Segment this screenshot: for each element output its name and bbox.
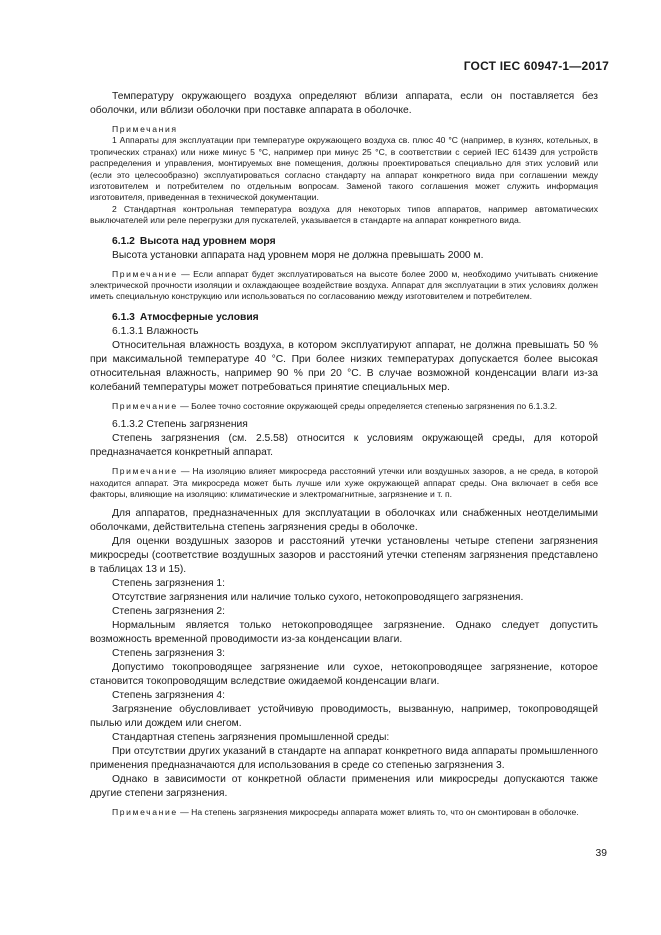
pollution-degree-label: Степень загрязнения 4:	[112, 689, 225, 701]
paragraph: Однако в зависимости от конкретной области применения или микросреды допускаются также другие степени загрязнения.	[90, 773, 598, 799]
page-content	[90, 90, 598, 818]
subsection-heading: 6.1.3.1 Влажность	[112, 325, 199, 337]
page-number: 39	[595, 848, 607, 859]
note-label: Примечание	[112, 806, 178, 817]
note-label: Примечание	[112, 400, 178, 411]
note-label: Примечание	[112, 268, 178, 279]
paragraph: Отсутствие загрязнения или наличие только сухого, нетокопроводящего загрязнения.	[112, 591, 524, 603]
standard-header: ГОСТ IEC 60947-1—2017	[463, 59, 609, 73]
pollution-degree-label: Степень загрязнения 1:	[112, 577, 225, 589]
note-paragraph	[90, 807, 598, 818]
paragraph: Загрязнение обусловливает устойчивую проводимость, вызванную, например, токопроводящей пылью или дождем или снегом.	[90, 703, 598, 729]
paragraph: Допустимо токопроводящее загрязнение или сухое, нетокопроводящее загрязнение, которое становится токопроводящим вследствие ожидаемой конденсации влаги.	[90, 661, 598, 687]
paragraph: Стандартная степень загрязнения промышленной среды:	[112, 731, 390, 743]
section-title: Высота над уровнем моря	[139, 235, 276, 247]
notes-label: Примечания	[112, 124, 178, 134]
note-text: — На степень загрязнения микросреды аппарата может влиять то, что он смонтирован в оболочке.	[180, 806, 579, 817]
section-heading	[90, 311, 598, 325]
pollution-degree-label: Степень загрязнения 3:	[112, 647, 225, 659]
note-paragraph: 1 Аппараты для эксплуатации при температуре окружающего воздуха св. плюс 40 °С (например, в кузнях, котельных, в тропических странах) или ниже минус 5 °С, например при минус 25 °С, в соответствии с серией IEC 61439 для устройств распределения и управления, монтируемых вне помещения, должны проектироваться специально для этих условий или (если это целесообразно) эксплуатироваться согласно стандарту на аппарат конкретного вида при соглашении между изготовителем и потребителем по отдельным вопросам. Заменой такого соглашения может служить информация изготовителя, приведенная в технической документации.	[90, 135, 598, 203]
note-text: — Если аппарат будет эксплуатироваться на высоте более 2000 м, необходимо учитывать снижение электрической прочности изоляции и охлаждающее воздействие воздуха. Аппарат для эксплуатации в этих условиях должен иметь специальную конструкцию или использоваться по согласованию между изготовителем и потребителем.	[90, 268, 599, 302]
note-label: Примечание	[112, 466, 178, 477]
paragraph: Нормальным является только нетокопроводящее загрязнение. Однако следует допустить возможность временной проводимости из-за конденсации влаги.	[90, 619, 598, 645]
note-paragraph	[90, 466, 598, 500]
paragraph: Высота установки аппарата над уровнем моря не должна превышать 2000 м.	[112, 249, 484, 261]
paragraph: При отсутствии других указаний в стандарте на аппарат конкретного вида аппараты промышленного применения предназначаются для использования в среде со степенью загрязнения 3.	[90, 745, 598, 771]
note-paragraph	[90, 401, 598, 412]
paragraph: Для аппаратов, предназначенных для эксплуатации в оболочках или снабженных неотделимыми оболочками, действительна степень загрязнения среды в оболочке.	[90, 507, 598, 533]
paragraph: Температуру окружающего воздуха определяют вблизи аппарата, если он поставляется без оболочки, или вблизи оболочки при поставке аппарата в оболочке.	[90, 91, 598, 116]
pollution-degree-label: Степень загрязнения 2:	[112, 605, 225, 617]
subsection-heading: 6.1.3.2 Степень загрязнения	[112, 419, 248, 431]
section-number: 6.1.2	[112, 235, 135, 247]
section-number: 6.1.3	[112, 311, 135, 323]
paragraph: Степень загрязнения (см. 2.5.58) относится к условиям окружающей среды, для которой предназначается конкретный аппарат.	[90, 433, 598, 459]
note-paragraph: 2 Стандартная контрольная температура воздуха для некоторых типов аппаратов, например автоматических выключателей или реле перегрузки для пускателей, указывается в стандарте на аппарат конкретного вида.	[90, 203, 598, 226]
note-paragraph	[90, 269, 598, 303]
paragraph: Относительная влажность воздуха, в котором эксплуатируют аппарат, не должна превышать 50 % при максимальной температуре 40 °С. При более низких температурах допускается более высокая относительная влажность, например 90 % при 20 °С. В случае возможной конденсации влаги из-за колебаний температуры может потребоваться принятие специальных мер.	[90, 339, 598, 393]
section-title: Атмосферные условия	[139, 311, 259, 323]
note-text: — Более точно состояние окружающей среды определяется степенью загрязнения по 6.1.3.2.	[180, 400, 558, 411]
note-text: — На изоляцию влияет микросреда расстояний утечки или воздушных зазоров, а не среда, в которой находится аппарат. Эта микросреда может быть лучше или хуже окружающей аппарат среды. Она включает в себя все факторы, влияющие на изоляцию: климатические и электромагнитные, загрязнение и т. п.	[90, 466, 598, 500]
section-heading	[90, 235, 598, 249]
paragraph: Для оценки воздушных зазоров и расстояний утечки установлены четыре степени загрязнения микросреды (соответствие воздушных зазоров и расстояний утечки степеням загрязнения представлено в таблицах 13 и 15).	[90, 535, 598, 575]
